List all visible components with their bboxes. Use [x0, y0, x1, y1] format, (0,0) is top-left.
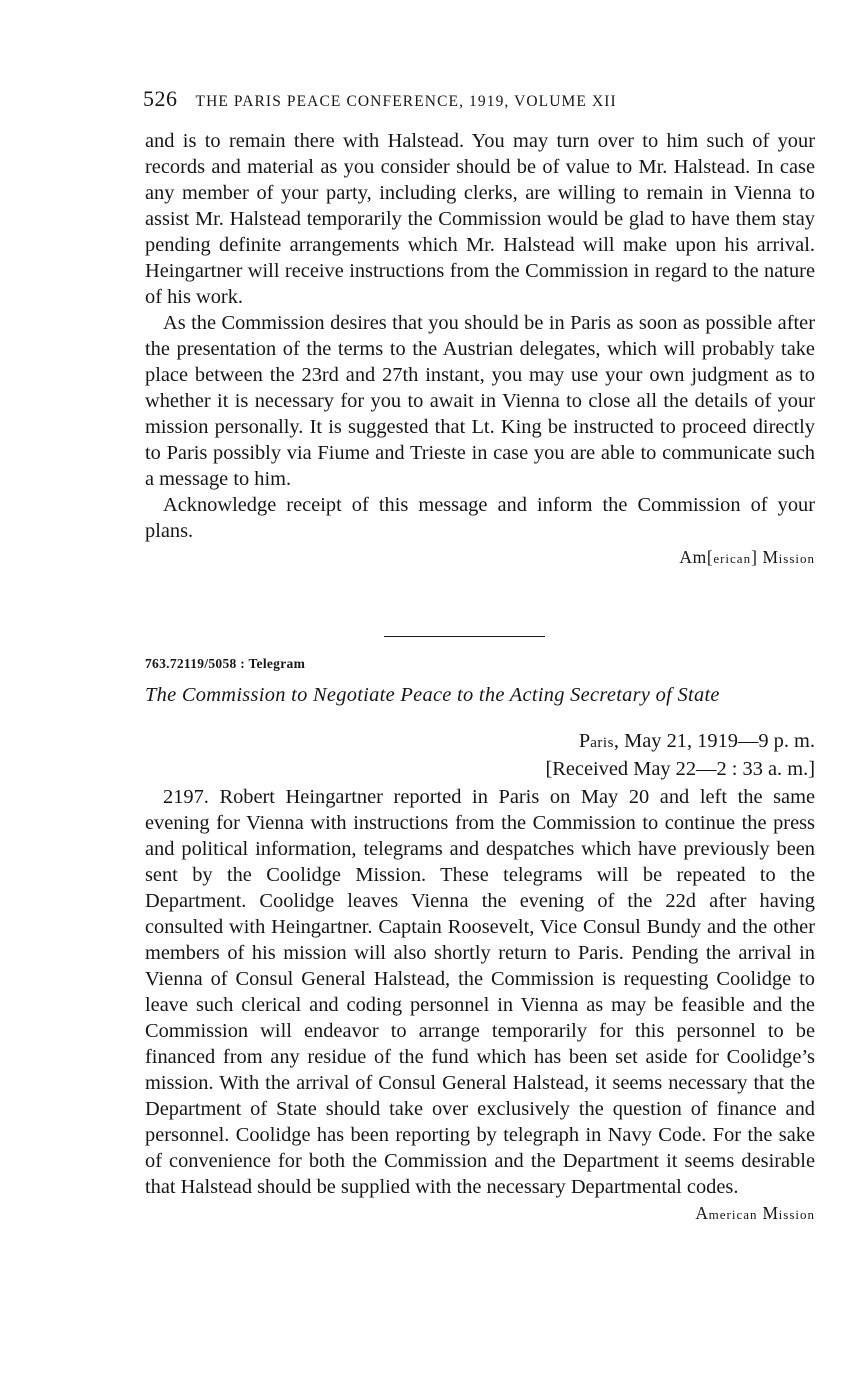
running-head: THE PARIS PEACE CONFERENCE, 1919, VOLUME XII [195, 93, 617, 110]
page-header [143, 86, 813, 112]
dateline [145, 728, 815, 782]
dateline-received: [Received May 22—2 : 33 a. m.] [545, 758, 815, 780]
section-divider [384, 636, 545, 637]
paragraph: Acknowledge receipt of this message and inform the Commission of your plans. [145, 494, 815, 542]
telegram-body [145, 784, 815, 1228]
document-title: The Commission to Negotiate Peace to the Acting Secretary of State [145, 684, 720, 706]
signature: Am[erican] Mission [679, 547, 815, 567]
signature: American Mission [695, 1203, 815, 1223]
dateline-place-date: Paris, May 21, 1919—9 p. m. [578, 730, 815, 752]
previous-telegram-continuation [145, 128, 815, 572]
paragraph: As the Commission desires that you should be in Paris as soon as possible after the presentation of the terms to the Austrian delegates, which will probably take place between the 23rd and 27th instant, you may use your own judgment as to whether it is necessary for you to await in Vienna to close all the details of your mission personally. It is suggested that Lt. King be instructed to proceed directly to Paris possibly via Fiume and Trieste in case you are able to communicate such a message to him. [145, 312, 815, 490]
file-reference: 763.72119/5058 : Telegram [145, 656, 306, 671]
page-number: 526 [143, 86, 178, 111]
paragraph: 2197. Robert Heingartner reported in Paris on May 20 and left the same evening for Vienna with instructions from the Commission to continue the press and political information, telegrams and despatches which have previously been sent by the Coolidge Mission. These telegrams will be repeated to the Department. Coolidge leaves Vienna the evening of the 22d after having consulted with Heingartner. Captain Roosevelt, Vice Consul Bundy and the other members of his mission will also shortly return to Paris. Pending the arrival in Vienna of Consul General Halstead, the Commission is requesting Coolidge to leave such clerical and coding personnel in Vienna as may be feasible and the Commission will endeavor to arrange temporarily for this personnel to be financed from any residue of the fund which has been set aside for Coolidge’s mission. With the arrival of Consul General Halstead, it seems necessary that the Department of State should take over exclusively the question of finance and personnel. Coolidge has been reporting by telegraph in Navy Code. For the sake of convenience for both the Commission and the Department it seems desirable that Halstead should be supplied with the necessary Departmental codes. [145, 786, 815, 1198]
paragraph: and is to remain there with Halstead. You may turn over to him such of your records and material as you consider should be of value to Mr. Halstead. In case any member of your party, including clerks, are willing to remain in Vienna to assist Mr. Halstead temporarily the Commission would be glad to have them stay pending definite arrangements which Mr. Halstead will make upon his arrival. Heingartner will receive instructions from the Commission in regard to the nature of his work. [145, 130, 815, 308]
